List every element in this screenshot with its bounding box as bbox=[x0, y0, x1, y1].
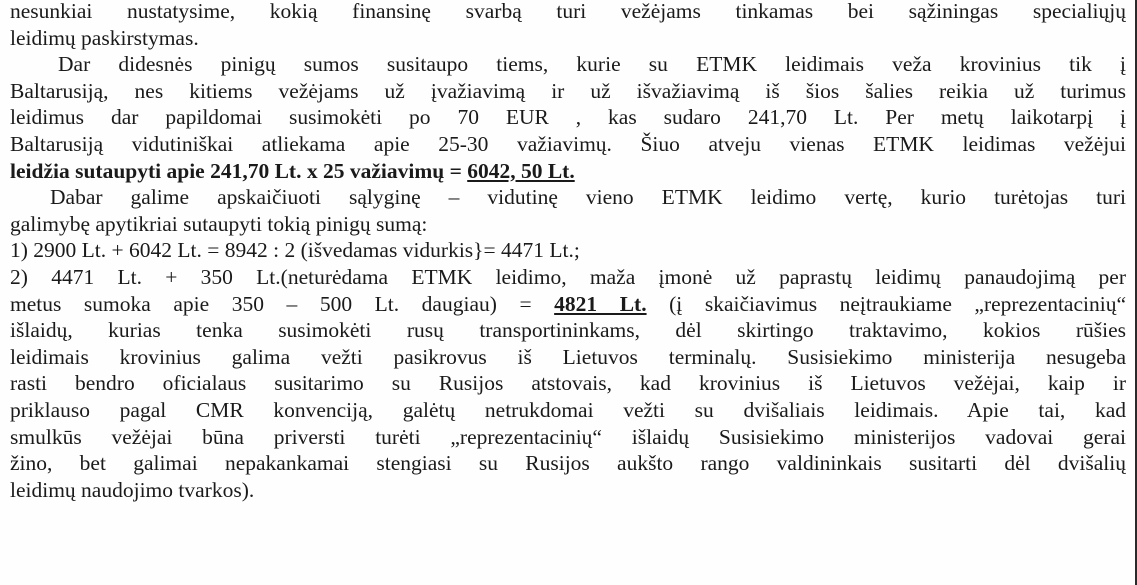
calculation-2-line-1: 2) 4471 Lt. + 350 Lt.(neturėdama ETMK leidimo, maža įmonė už paprastų leidimų panaudojimą per bbox=[10, 264, 1126, 289]
calculation-2-line-9: leidimų naudojimo tvarkos). bbox=[10, 477, 255, 502]
paragraph-3-line-1: Dabar galime apskaičiuoti sąlyginę – vidutinę vieno ETMK leidimo vertę, kurio turėtojas turi bbox=[50, 185, 1126, 210]
calculation-2-note: (į skaičiavimus neįtraukiame „reprezentacinių“ bbox=[646, 291, 1126, 316]
calculation-2-line-8: žino, bet galimai nepakankamai stengiasi su Rusijos aukšto rango valdininkais susitarti dėl dvišalių bbox=[10, 451, 1126, 476]
paragraph-2-line-5 bbox=[10, 158, 1126, 185]
paragraph-2-line-1: Dar didesnės pinigų sumos susitaupo tiems, kurie su ETMK leidimais veža krovinius tik į bbox=[58, 52, 1126, 77]
calculation-1: 1) 2900 Lt. + 6042 Lt. = 8942 : 2 (išvedamas vidurkis}= 4471 Lt.; bbox=[10, 238, 580, 263]
document-body bbox=[10, 0, 1126, 503]
paragraph-3-line-2: galimybę apytikriai sutaupyti tokią pinigų sumą: bbox=[10, 211, 428, 236]
paragraph-2-line-3: leidimus dar papildomai susimokėti po 70 EUR , kas sudaro 241,70 Lt. Per metų laikotarpį į bbox=[10, 105, 1126, 130]
savings-result: 6042, 50 Lt. bbox=[467, 158, 575, 183]
calculation-2-line-5: rasti bendro oficialaus susitarimo su Rusijos atstovais, kad krovinius iš Lietuvos vežėjai, kaip ir bbox=[10, 371, 1126, 396]
paragraph-2-line-4: Baltarusiją vidutiniškai atliekama apie 25-30 važiavimų. Šiuo atveju vienas ETMK leidimas vežėjui bbox=[10, 131, 1126, 156]
paragraph-1-line-1: nesunkiai nustatysime, kokią finansinę svarbą turi vežėjams tinkamas bei sąžiningas specialiųjų bbox=[10, 0, 1126, 23]
calculation-2-line-2 bbox=[10, 291, 1126, 318]
calculation-2-result: 4821 Lt. bbox=[554, 291, 647, 316]
paragraph-1-line-2: leidimų paskirstymas. bbox=[10, 25, 199, 50]
savings-statement: leidžia sutaupyti apie 241,70 Lt. x 25 važiavimų = bbox=[10, 158, 468, 183]
calculation-2-line-7: smulkūs vežėjai būna priversti turėti „reprezentacinių“ išlaidų Susisiekimo ministerijos vadovai gerai bbox=[10, 424, 1126, 449]
calculation-2-line-4: leidimais krovinius galima vežti pasikrovus iš Lietuvos terminalų. Susisiekimo ministerija nesugeba bbox=[10, 344, 1126, 369]
calculation-2-line-3: išlaidų, kurias tenka susimokėti rusų transportininkams, dėl skirtingo traktavimo, kokios rūšies bbox=[10, 318, 1126, 343]
calculation-2-line-6: priklauso pagal CMR konvenciją, galėtų netrukdomai vežti su dvišaliais leidimais. Apie tai, kad bbox=[10, 397, 1126, 422]
calculation-2-text: metus sumoka apie 350 – 500 Lt. daugiau) = bbox=[10, 291, 555, 316]
paragraph-2-line-2: Baltarusiją, nes kitiems vežėjams už įvažiavimą ir už išvažiavimą iš šios šalies reikia už turimus bbox=[10, 78, 1126, 103]
